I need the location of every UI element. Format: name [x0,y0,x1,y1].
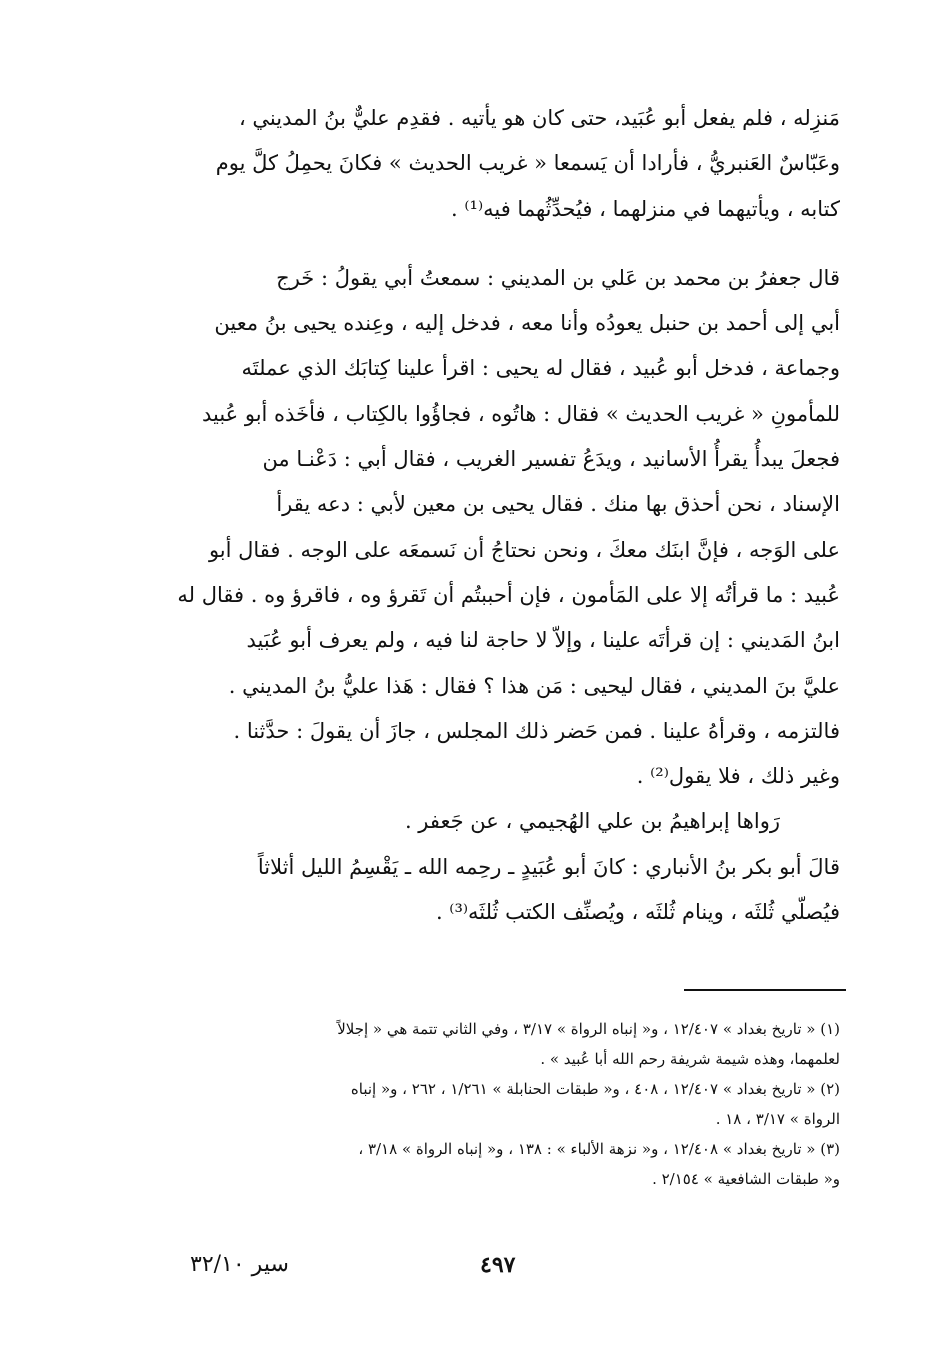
page-number: ٤٩٧ [480,1252,516,1278]
text-line: رَواها إبراهيمُ بن علي الهُجيمي ، عن جَعفر . [404,809,780,834]
footnote-line: (٢) « تاريخ بغداد » ١٢/٤٠٧ ، ٤٠٨ ، و« طبقات الحنابلة » ١/٢٦١ ، ٢٦٢ ، و« إنباه [350,1080,840,1098]
footnote-line: (٣) « تاريخ بغداد » ١٢/٤٠٨ ، و« نزهة الألباء » : ١٣٨ ، و« إنباه الرواة » ٣/١٨ ، [358,1140,840,1158]
footnote-line: لعلمهما، وهذه شيمة شريفة رحم الله أبا عُبيد » . [540,1050,840,1068]
printer-signature: سير ٣٢/١٠ [190,1252,289,1277]
text-line: على الوَجه ، فإنَّ ابنَك معكَ ، ونحن نحتاجُ أن نَسمعَه على الوجه . فقال أبو [208,537,840,562]
text-line: للمأمونِ « غريب الحديث » فقال : هاتُوه ، فجاؤُوا بالكِتاب ، فأخَذه أبو عُبيد [201,401,840,426]
footnote-line: (١) « تاريخ بغداد » ١٢/٤٠٧ ، و« إنباه الرواة » ٣/١٧ ، وفي الثاني تتمة هي « إجلالاً [337,1020,840,1038]
text-line: وغير ذلك ، فلا يقول⁽²⁾ . [636,764,840,789]
text-line: فيُصلّي ثُلثَه ، وينام ثُلثَه ، ويُصنِّف الكتب ثُلثَه⁽³⁾ . [435,900,840,925]
footnote-line: و« طبقات الشافعية » ٢/١٥٤ . [652,1170,840,1188]
text-line: عُبيد : ما قرأتُه إلا على المَأمون ، فإن أحببتُم أن تَقرؤ وه ، فاقرؤ وه . فقال له [177,582,840,607]
footnote-line: الرواة » ٣/١٧ ، ١٨ . [715,1110,840,1128]
main-text [176,96,840,935]
text-line: وعَبّاسٌ العَنبريُّ ، فأرادا أن يَسمعا « غريب الحديث » فكانَ يحمِلُ كلَّ يوم [215,151,840,176]
text-line: مَنزِله ، فلم يفعل أبو عُبَيد، حتى كان هو يأتيه . فقدِم عليٌّ بنُ المديني ، [238,106,840,130]
text-line: قالَ أبو بكر بنُ الأنباري : كانَ أبو عُبَيدٍ ـ رحِمه الله ـ يَقْسِمُ الليل أثلاثاً [257,854,840,879]
text-line: كتابه ، ويأتيهما في منزلهما ، فيُحدِّثُهما فيه⁽¹⁾ . [451,196,840,221]
text-line: فجعلَ يبدأُ يقرأُ الأسانيد ، ويدَعُ تفسير الغريب ، فقال أبي : دَعْنـا من [262,447,840,472]
text-line: قال جعفرُ بن محمد بن عَلي بن المديني : سمعتُ أبي يقولُ : خَرج [276,265,840,290]
paragraph-gap [176,232,840,256]
footnotes [176,1014,840,1194]
text-line: فالتزمه ، وقرأهُ علينا . فمن حَضر ذلك المجلس ، جازَ أن يقولَ : حدَّثنا . [233,718,840,743]
text-line: أبي إلى أحمد بن حنبل يعودُه وأنا معه ، فدخل إليه ، وعِنده يحيى بنُ معين [214,311,840,336]
footnote-separator [684,989,846,991]
text-line: وجماعة ، فدخل أبو عُبيد ، فقال له يحيى : اقرأ علينا كِتابَك الذي عملتَه [241,356,840,381]
text-line: ابنُ المَديني : إن قرأتَه علينا ، وإلاّ لا حاجة لنا فيه ، ولم يعرف أبو عُبَيد [246,628,840,653]
text-line: الإسناد ، نحن أحذق بها منك . فقال يحيى بن معين لأبي : دعه يقرأ [276,492,840,517]
text-line: عليَّ بنَ المديني ، فقال ليحيى : مَن هذا ؟ فقال : هَذا عليُّ بنُ المديني . [228,673,840,698]
